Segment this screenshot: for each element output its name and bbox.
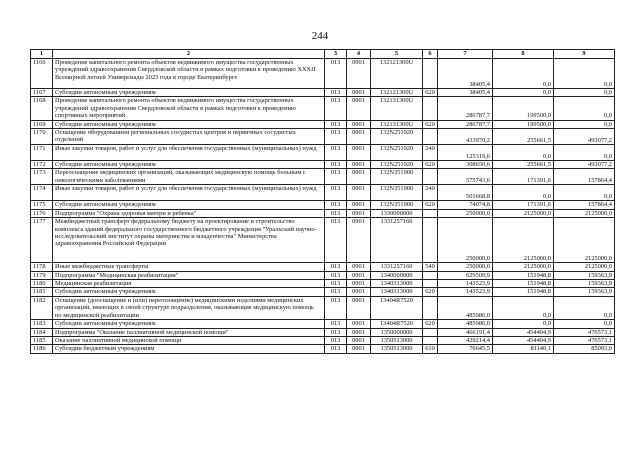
amount-col-8: 171391,6	[493, 169, 554, 185]
header-row	[31, 50, 615, 59]
row-description: Проведение капитального ремонта объектов недвижимого имущества государственных учреждений здравоохранения Свердловской области в рамках подготовки к проведению спортивных мероприятий	[53, 97, 325, 120]
row-number: 1170	[31, 129, 53, 145]
section-code: 0901	[347, 328, 371, 336]
amount-col-8: 454404,9	[493, 336, 554, 344]
amount-col-7: 575743,6	[438, 169, 493, 185]
amount-col-7: 250000,0	[438, 218, 493, 263]
section-code: 0901	[347, 145, 371, 161]
section-code: 0901	[347, 59, 371, 89]
amount-col-7: 429214,4	[438, 336, 493, 344]
ministry-code: 013	[325, 280, 347, 288]
target-article-code: 1340313000	[371, 280, 423, 288]
section-code: 0901	[347, 271, 371, 279]
amount-col-7: 38405,4	[438, 89, 493, 97]
amount-col-9: 159363,9	[554, 271, 615, 279]
row-number: 1179	[31, 271, 53, 279]
amount-col-9: 0,0	[554, 59, 615, 89]
expense-type-code	[423, 59, 438, 89]
section-code: 0901	[347, 120, 371, 128]
amount-col-9: 2125000,0	[554, 209, 615, 217]
table-row	[31, 120, 615, 128]
target-article-code: 1340313000	[371, 288, 423, 296]
amount-col-9: 2125000,0	[554, 263, 615, 271]
section-code: 0901	[347, 161, 371, 169]
section-code: 0901	[347, 209, 371, 217]
expense-type-code	[423, 129, 438, 145]
amount-col-9: 0,0	[554, 145, 615, 161]
row-description: Оснащение (дооснащение и (или) переоснащение) медицинскими изделиями медицинских организаций, имеющих в своей структуре подразделения, оказывающие медицинскую помощь по медицинской реабилитации	[53, 296, 325, 319]
section-code: 0901	[347, 288, 371, 296]
amount-col-8: 0,0	[493, 59, 554, 89]
section-code: 0901	[347, 169, 371, 185]
target-article-code: 1350513000	[371, 345, 423, 353]
amount-col-7: 433970,2	[438, 129, 493, 145]
row-number: 1180	[31, 280, 53, 288]
amount-col-8: 151948,8	[493, 280, 554, 288]
amount-col-8: 0,0	[493, 145, 554, 161]
expense-type-code	[423, 336, 438, 344]
amount-col-9: 157864,4	[554, 201, 615, 209]
section-code: 0901	[347, 97, 371, 120]
table-row	[31, 336, 615, 344]
amount-col-7: 485986,0	[438, 296, 493, 319]
amount-col-7: 501668,8	[438, 185, 493, 201]
col-header: 2	[53, 50, 325, 59]
section-code: 0901	[347, 263, 371, 271]
target-article-code: 132121300U	[371, 89, 423, 97]
ministry-code: 013	[325, 161, 347, 169]
target-article-code: 13404R7520	[371, 320, 423, 328]
ministry-code: 013	[325, 328, 347, 336]
row-number: 1184	[31, 328, 53, 336]
col-header: 7	[438, 50, 493, 59]
target-article-code: 132N351900	[371, 185, 423, 201]
row-number: 1177	[31, 218, 53, 263]
table-row	[31, 161, 615, 169]
ministry-code: 013	[325, 271, 347, 279]
row-description: Подпрограмма "Оказание паллиативной медицинской помощи"	[53, 328, 325, 336]
table-row	[31, 320, 615, 328]
budget-table	[30, 49, 615, 354]
amount-col-9: 476573,1	[554, 328, 615, 336]
amount-col-7: 629509,9	[438, 271, 493, 279]
col-header: 3	[325, 50, 347, 59]
expense-type-code: 620	[423, 320, 438, 328]
row-number: 1183	[31, 320, 53, 328]
table-row	[31, 145, 615, 161]
section-code: 0901	[347, 89, 371, 97]
target-article-code: 1340000000	[371, 271, 423, 279]
row-number: 1175	[31, 201, 53, 209]
amount-col-9: 0,0	[554, 89, 615, 97]
section-code: 0901	[347, 320, 371, 328]
table-row	[31, 59, 615, 89]
amount-col-9: 493077,2	[554, 129, 615, 145]
row-description: Подпрограмма "Медицинская реабилитация"	[53, 271, 325, 279]
ministry-code: 013	[325, 336, 347, 344]
ministry-code: 013	[325, 185, 347, 201]
target-article-code: 1331257160	[371, 218, 423, 263]
table-row	[31, 263, 615, 271]
expense-type-code	[423, 169, 438, 185]
section-code: 0901	[347, 280, 371, 288]
col-header: 4	[347, 50, 371, 59]
amount-col-9: 0,0	[554, 120, 615, 128]
expense-type-code: 620	[423, 120, 438, 128]
amount-col-8: 81140,1	[493, 345, 554, 353]
row-number: 1182	[31, 296, 53, 319]
table-row	[31, 345, 615, 353]
row-description: Субсидии автономным учреждениям	[53, 120, 325, 128]
amount-col-7: 466191,4	[438, 328, 493, 336]
amount-col-8: 0,0	[493, 296, 554, 319]
expense-type-code: 620	[423, 161, 438, 169]
expense-type-code	[423, 328, 438, 336]
row-description: Субсидии автономным учреждениям	[53, 161, 325, 169]
ministry-code: 013	[325, 288, 347, 296]
target-article-code: 13404R7520	[371, 296, 423, 319]
amount-col-9: 159363,9	[554, 288, 615, 296]
table-row	[31, 129, 615, 145]
amount-col-7: 286787,7	[438, 97, 493, 120]
ministry-code: 013	[325, 120, 347, 128]
amount-col-7: 125319,6	[438, 145, 493, 161]
amount-col-8: 2125000,0	[493, 263, 554, 271]
table-row	[31, 89, 615, 97]
expense-type-code	[423, 296, 438, 319]
col-header: 1	[31, 50, 53, 59]
row-number: 1172	[31, 161, 53, 169]
row-description: Субсидии бюджетным учреждениям	[53, 345, 325, 353]
table-row	[31, 209, 615, 217]
table-row	[31, 296, 615, 319]
expense-type-code: 240	[423, 185, 438, 201]
amount-col-7: 250000,0	[438, 263, 493, 271]
ministry-code: 013	[325, 89, 347, 97]
table-row	[31, 271, 615, 279]
amount-col-9: 85093,0	[554, 345, 615, 353]
col-header: 5	[371, 50, 423, 59]
row-description: Иные закупки товаров, работ и услуг для обеспечения государственных (муниципальных) нужд	[53, 145, 325, 161]
table-row	[31, 328, 615, 336]
amount-col-7: 74074,8	[438, 201, 493, 209]
expense-type-code: 620	[423, 288, 438, 296]
row-number: 1173	[31, 169, 53, 185]
amount-col-7: 76645,5	[438, 345, 493, 353]
amount-col-8: 2125000,0	[493, 209, 554, 217]
target-article-code: 132N351900	[371, 169, 423, 185]
ministry-code: 013	[325, 169, 347, 185]
target-article-code: 1350513000	[371, 336, 423, 344]
row-description: Переоснащение медицинских организаций, оказывающих медицинскую помощь больным с онкологическими заболеваниями	[53, 169, 325, 185]
amount-col-8: 255661,5	[493, 161, 554, 169]
ministry-code: 013	[325, 97, 347, 120]
row-description: Межбюджетный трансферт федеральному бюджету на проектирование и строительство комплекса зданий федерального государственного бюджетного учреждения "Уральский научно-исследовательский институт охраны материнства и младенчества" Министерства здравоохранения Российской Федерации	[53, 218, 325, 263]
expense-type-code: 610	[423, 345, 438, 353]
amount-col-8: 0,0	[493, 185, 554, 201]
amount-col-7: 143523,9	[438, 288, 493, 296]
target-article-code: 132131300U	[371, 97, 423, 120]
target-article-code: 1330000000	[371, 209, 423, 217]
section-code: 0901	[347, 296, 371, 319]
amount-col-8: 151948,8	[493, 288, 554, 296]
section-code: 0901	[347, 336, 371, 344]
amount-col-8: 151948,8	[493, 271, 554, 279]
target-article-code: 1331257160	[371, 263, 423, 271]
amount-col-9: 157864,4	[554, 169, 615, 185]
amount-col-8: 2125000,0	[493, 218, 554, 263]
row-description: Субсидии автономным учреждениям	[53, 288, 325, 296]
row-number: 1186	[31, 345, 53, 353]
ministry-code: 013	[325, 209, 347, 217]
amount-col-8: 199500,0	[493, 120, 554, 128]
row-description: Медицинская реабилитация	[53, 280, 325, 288]
table-row	[31, 169, 615, 185]
row-number: 1168	[31, 97, 53, 120]
amount-col-8: 0,0	[493, 89, 554, 97]
amount-col-7: 143523,9	[438, 280, 493, 288]
ministry-code: 013	[325, 59, 347, 89]
target-article-code: 132N251920	[371, 145, 423, 161]
section-code: 0901	[347, 185, 371, 201]
row-description: Оказание паллиативной медицинской помощи	[53, 336, 325, 344]
ministry-code: 013	[325, 129, 347, 145]
row-number: 1185	[31, 336, 53, 344]
amount-col-9: 159363,9	[554, 280, 615, 288]
amount-col-9: 493077,2	[554, 161, 615, 169]
col-header: 6	[423, 50, 438, 59]
amount-col-8: 454404,9	[493, 328, 554, 336]
ministry-code: 013	[325, 201, 347, 209]
table-row	[31, 218, 615, 263]
row-description: Проведение капитального ремонта объектов недвижимого имущества государственных учреждений здравоохранения Свердловской области в рамках подготовки к проведению XXXII Всемирной летней Универсиады 2023 года в городе Екатеринбурге	[53, 59, 325, 89]
col-header: 8	[493, 50, 554, 59]
row-number: 1169	[31, 120, 53, 128]
row-description: Иные закупки товаров, работ и услуг для обеспечения государственных (муниципальных) нужд	[53, 185, 325, 201]
amount-col-9: 476573,1	[554, 336, 615, 344]
row-number: 1166	[31, 59, 53, 89]
ministry-code: 013	[325, 218, 347, 263]
row-description: Иные межбюджетные трансферты	[53, 263, 325, 271]
table-row	[31, 280, 615, 288]
table-row	[31, 97, 615, 120]
target-article-code: 1350000000	[371, 328, 423, 336]
row-number: 1181	[31, 288, 53, 296]
ministry-code: 013	[325, 345, 347, 353]
amount-col-9: 0,0	[554, 185, 615, 201]
section-code: 0901	[347, 345, 371, 353]
table-row	[31, 288, 615, 296]
expense-type-code: 240	[423, 145, 438, 161]
amount-col-7: 308650,6	[438, 161, 493, 169]
row-description: Оснащение оборудованием региональных сосудистых центров и первичных сосудистых отделений	[53, 129, 325, 145]
ministry-code: 013	[325, 145, 347, 161]
ministry-code: 013	[325, 263, 347, 271]
expense-type-code	[423, 97, 438, 120]
table-row	[31, 201, 615, 209]
row-number: 1178	[31, 263, 53, 271]
expense-type-code	[423, 280, 438, 288]
amount-col-7: 286787,7	[438, 120, 493, 128]
amount-col-9: 0,0	[554, 320, 615, 328]
table-row	[31, 185, 615, 201]
amount-col-7: 485986,0	[438, 320, 493, 328]
amount-col-8: 199500,0	[493, 97, 554, 120]
row-description: Субсидии автономным учреждениям	[53, 201, 325, 209]
row-number: 1167	[31, 89, 53, 97]
section-code: 0901	[347, 218, 371, 263]
expense-type-code: 620	[423, 89, 438, 97]
row-description: Подпрограмма "Охрана здоровья матери и ребенка"	[53, 209, 325, 217]
page-number: 244	[311, 30, 329, 42]
col-header: 9	[554, 50, 615, 59]
expense-type-code: 540	[423, 263, 438, 271]
target-article-code: 132131300U	[371, 120, 423, 128]
target-article-code: 132121300U	[371, 59, 423, 89]
amount-col-9: 0,0	[554, 97, 615, 120]
section-code: 0901	[347, 201, 371, 209]
target-article-code: 132N251920	[371, 129, 423, 145]
ministry-code: 013	[325, 320, 347, 328]
expense-type-code	[423, 271, 438, 279]
expense-type-code: 620	[423, 201, 438, 209]
amount-col-9: 2125000,0	[554, 218, 615, 263]
expense-type-code	[423, 218, 438, 263]
amount-col-7: 38405,4	[438, 59, 493, 89]
amount-col-8: 0,0	[493, 320, 554, 328]
expense-type-code	[423, 209, 438, 217]
row-description: Субсидии автономным учреждениям	[53, 320, 325, 328]
target-article-code: 132N351900	[371, 201, 423, 209]
target-article-code: 132N251920	[371, 161, 423, 169]
row-number: 1176	[31, 209, 53, 217]
ministry-code: 013	[325, 296, 347, 319]
amount-col-8: 255661,5	[493, 129, 554, 145]
amount-col-8: 171391,6	[493, 201, 554, 209]
amount-col-9: 0,0	[554, 296, 615, 319]
row-number: 1171	[31, 145, 53, 161]
row-number: 1174	[31, 185, 53, 201]
amount-col-7: 250000,0	[438, 209, 493, 217]
section-code: 0901	[347, 129, 371, 145]
row-description: Субсидии автономным учреждениям	[53, 89, 325, 97]
